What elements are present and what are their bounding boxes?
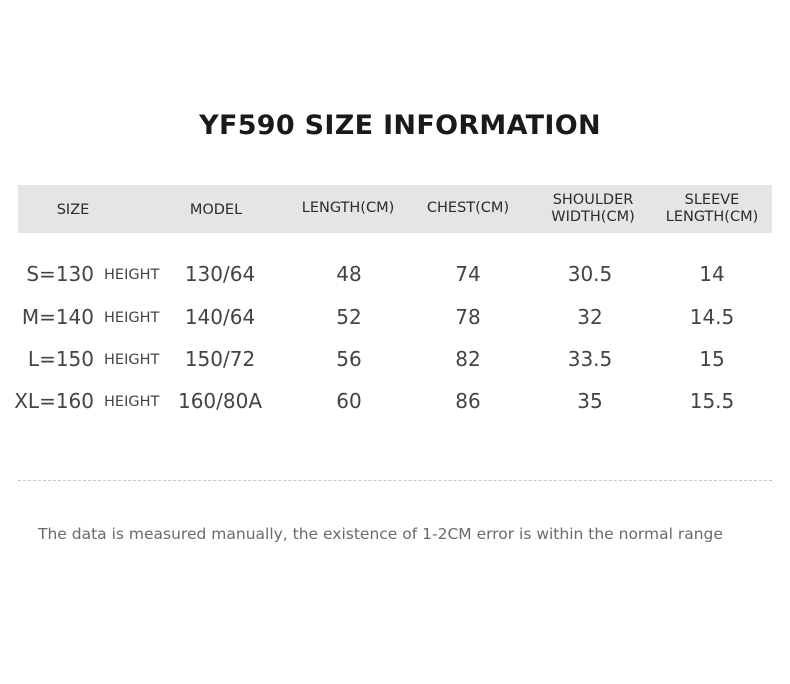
page-title: YF590 SIZE INFORMATION [199,110,601,141]
header-shoulder-line1: SHOULDER [552,192,634,208]
size-value: XL=160 [14,389,94,413]
table-row [0,262,790,292]
header-shoulder [551,192,635,226]
table-header [18,185,772,233]
size-value: L=150 [27,347,94,371]
model-value: 160/80A [177,389,263,413]
sleeve-value: 15.5 [689,389,735,413]
header-sleeve-line1: SLEEVE [684,192,740,208]
model-value: 150/72 [184,347,256,371]
table-row [0,347,790,377]
header-chest: CHEST(CM) [426,200,510,216]
height-label: HEIGHT [104,267,160,283]
chest-value: 82 [455,347,481,371]
chest-value: 74 [455,262,481,286]
header-shoulder-line2: WIDTH(CM) [551,209,635,225]
dashed-divider [18,480,772,481]
length-value: 60 [336,389,362,413]
header-sleeve-line2: LENGTH(CM) [665,209,759,225]
length-value: 56 [336,347,362,371]
shoulder-value: 32 [577,305,603,329]
header-model: MODEL [189,202,243,218]
size-value: M=140 [21,305,94,329]
table-row [0,389,790,419]
length-value: 48 [336,262,362,286]
header-size: SIZE [56,202,90,218]
model-value: 130/64 [184,262,256,286]
size-value: S=130 [26,262,94,286]
shoulder-value: 30.5 [567,262,613,286]
chest-value: 78 [455,305,481,329]
height-label: HEIGHT [104,310,160,326]
shoulder-value: 33.5 [567,347,613,371]
header-length: LENGTH(CM) [301,200,395,216]
table-row [0,305,790,335]
length-value: 52 [336,305,362,329]
header-sleeve [666,192,759,226]
height-label: HEIGHT [104,352,160,368]
model-value: 140/64 [184,305,256,329]
shoulder-value: 35 [577,389,603,413]
sleeve-value: 14.5 [689,305,735,329]
measurement-note: The data is measured manually, the existence of 1-2CM error is within the normal range [38,525,723,543]
chest-value: 86 [455,389,481,413]
height-label: HEIGHT [104,394,160,410]
sleeve-value: 15 [699,347,725,371]
sleeve-value: 14 [699,262,725,286]
